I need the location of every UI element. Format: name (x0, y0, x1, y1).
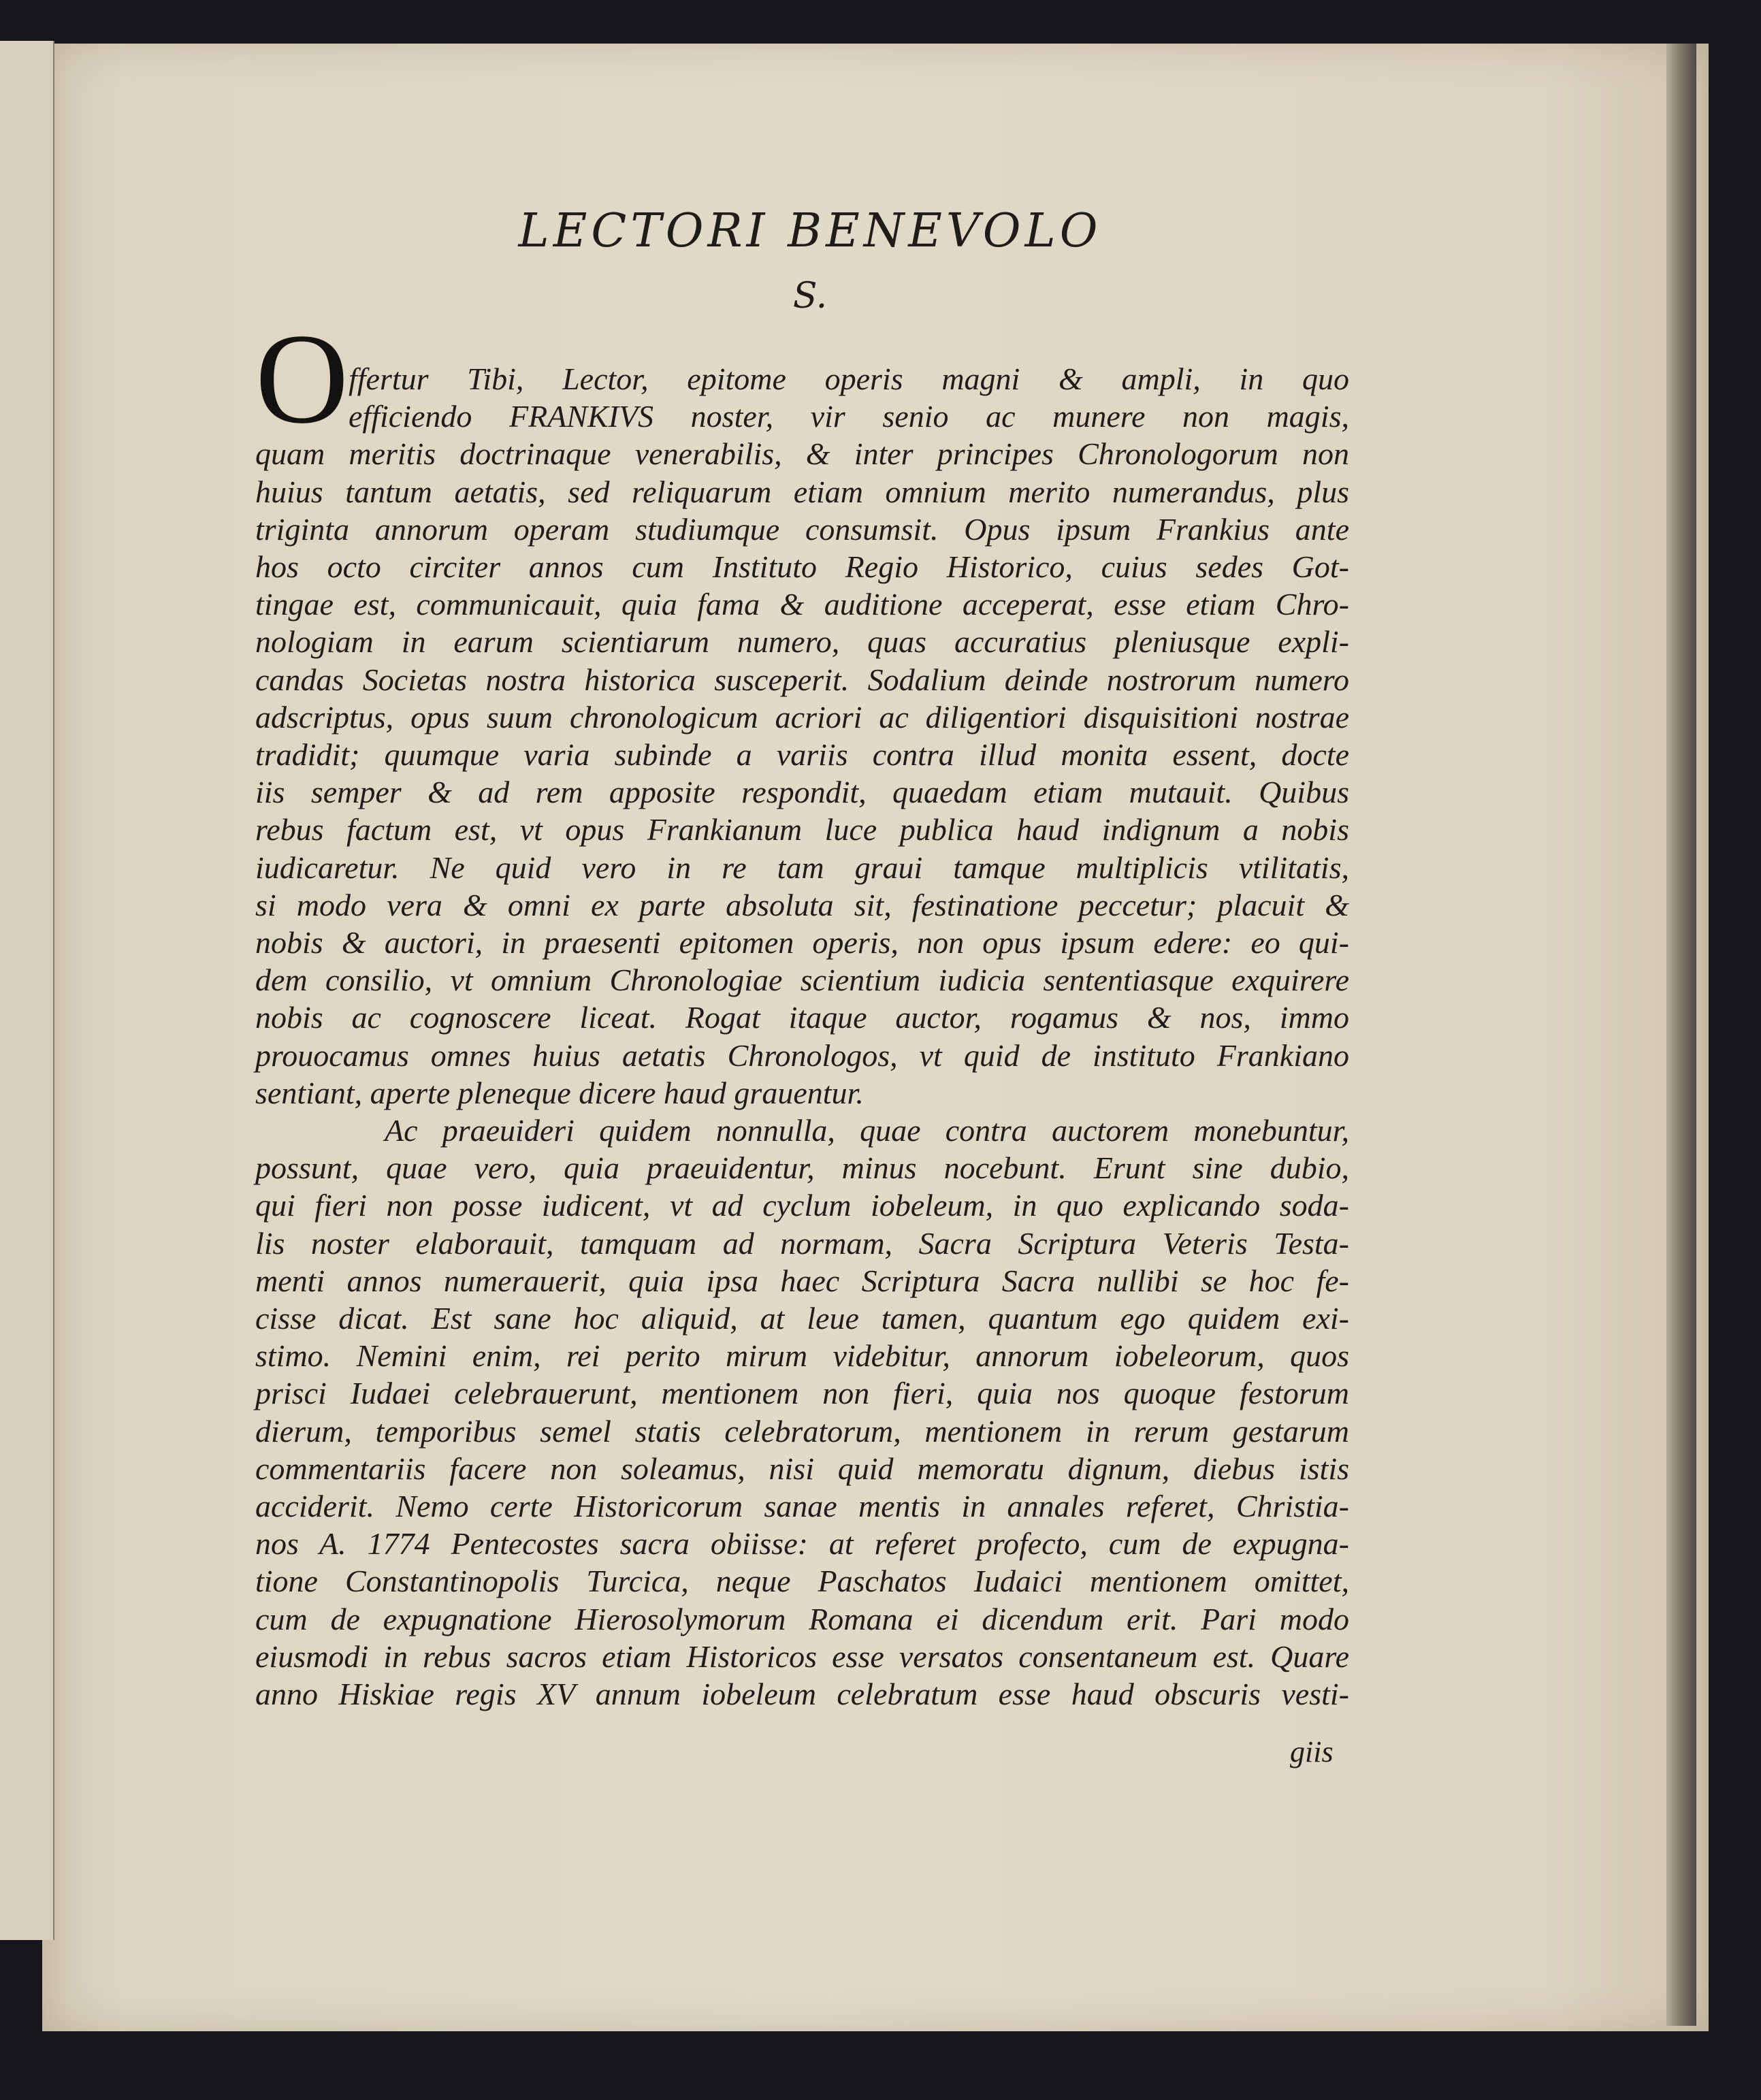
text-line: eiusmodi in rebus sacros etiam Historicos esse versatos consentaneum est. Quare (255, 1638, 1349, 1674)
text-line: anno Hiskiae regis XV annum iobeleum celebratum esse haud obscuris vesti- (255, 1677, 1349, 1711)
text-line: sentiant, aperte pleneque dicere haud grauentur. (255, 1075, 864, 1110)
text-line: nologiam in earum scientiarum numero, quas accuratius pleniusque expli- (255, 624, 1349, 660)
drop-capital: O (255, 308, 349, 451)
text-line: si modo vera & omni ex parte absoluta sit, festinatione peccetur; placuit & (255, 887, 1349, 922)
text-line: stimo. Nemini enim, rei perito mirum videbitur, annorum iobeleorum, quos (255, 1338, 1349, 1374)
text-line: quam meritis doctrinaque venerabilis, & inter principes Chronologorum non (255, 436, 1349, 472)
text-line: cisse dicat. Est sane hoc aliquid, at leue tamen, quantum ego quidem exi- (255, 1301, 1349, 1336)
text-line: hos octo circiter annos cum Instituto Regio Historico, cuius sedes Got- (255, 549, 1349, 584)
text-line: possunt, quae vero, quia praeuidentur, minus nocebunt. Erunt sine dubio, (255, 1150, 1349, 1186)
text-line: tingae est, communicauit, quia fama & auditione acceperat, esse etiam Chro- (255, 587, 1349, 622)
text-line: iudicaretur. Ne quid vero in re tam graui tamque multiplicis vtilitatis, (255, 850, 1349, 885)
text-line: dem consilio, vt omnium Chronologiae scientium iudicia sententiasque exquirere (255, 963, 1349, 998)
text-line: menti annos numerauerit, quia ipsa haec Scriptura Sacra nullibi se hoc fe- (255, 1263, 1349, 1298)
text-line: nobis ac cognoscere liceat. Rogat itaque auctor, rogamus & nos, immo (255, 1000, 1349, 1035)
page-stack-edge (1666, 44, 1696, 2026)
text-line: prouocamus omnes huius aetatis Chronologos, vt quid de instituto Frankiano (255, 1037, 1349, 1073)
previous-page-edge (0, 41, 54, 1940)
text-line: cum de expugnatione Hierosolymorum Romana ei dicendum erit. Pari modo (255, 1601, 1349, 1636)
text-line: candas Societas nostra historica susceperit. Sodalium deinde nostrorum numero (255, 662, 1349, 697)
text-line: ffertur Tibi, Lector, epitome operis magni & ampli, in quo (349, 361, 1349, 396)
text-line: dierum, temporibus semel statis celebratorum, mentionem in rerum gestarum (255, 1413, 1349, 1449)
text-line: nos A. 1774 Pentecostes sacra obiisse: at referet profecto, cum de expugna- (255, 1526, 1349, 1562)
salutation: S. (792, 276, 828, 317)
text-line: iis semper & ad rem apposite respondit, quaedam etiam mutauit. Quibus (255, 775, 1349, 810)
text-line: rebus factum est, vt opus Frankianum luce publica haud indignum a nobis (255, 812, 1349, 847)
text-line: huius tantum aetatis, sed reliquarum etiam omnium merito numerandus, plus (255, 474, 1349, 509)
text-line: Ac praeuideri quidem nonnulla, quae contra auctorem monebuntur, (385, 1113, 1349, 1148)
text-line: lis noster elaborauit, tamquam ad normam, Sacra Scriptura Veteris Testa- (255, 1225, 1349, 1261)
text-line: qui fieri non posse iudicent, vt ad cyclum iobeleum, in quo explicando soda- (255, 1188, 1349, 1223)
catchword: giis (1290, 1735, 1334, 1768)
text-line: tione Constantinopolis Turcica, neque Paschatos Iudaici mentionem omittet, (255, 1564, 1349, 1599)
page-heading: LECTORI BENEVOLO (518, 204, 1102, 258)
text-line: efficiendo FRANKIVS noster, vir senio ac munere non magis, (349, 399, 1349, 434)
text-line: commentariis facere non soleamus, nisi quid memoratu dignum, diebus istis (255, 1451, 1349, 1486)
text-line: tradidit; quumque varia subinde a variis contra illud monita essent, docte (255, 737, 1349, 772)
text-line: adscriptus, opus suum chronologicum acriori ac diligentiori disquisitioni nostrae (255, 699, 1349, 734)
text-line: nobis & auctori, in praesenti epitomen operis, non opus ipsum edere: eo qui- (255, 925, 1349, 960)
text-line: prisci Iudaei celebrauerunt, mentionem non fieri, quia nos quoque festorum (255, 1376, 1349, 1411)
text-line: triginta annorum operam studiumque consumsit. Opus ipsum Frankius ante (255, 511, 1349, 547)
text-line: acciderit. Nemo certe Historicorum sanae mentis in annales referet, Christia- (255, 1489, 1349, 1523)
